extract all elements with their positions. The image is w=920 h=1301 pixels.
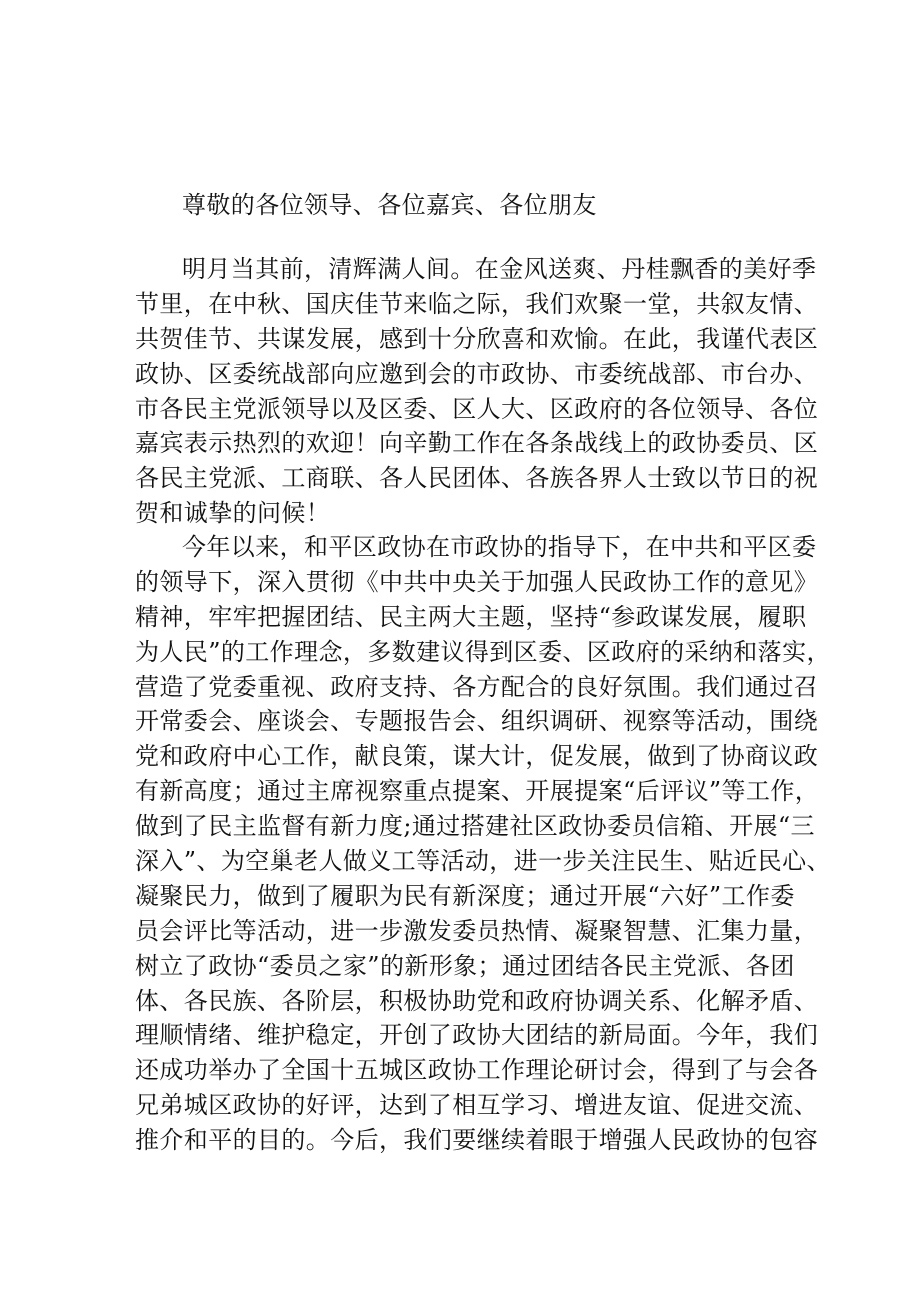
paragraph-line: 理顺情绪、维护稳定，开创了政协大团结的新局面。今年，我们	[135, 1021, 819, 1050]
paragraph-line: 开常委会、座谈会、专题报告会、组织调研、视察等活动，围绕	[135, 707, 819, 736]
paragraph-line: 嘉宾表示热烈的欢迎！向辛勤工作在各条战线上的政协委员、区	[135, 429, 819, 458]
paragraph-line: 兄弟城区政协的好评，达到了相互学习、增进友谊、促进交流、	[135, 1091, 819, 1120]
paragraph-line: 节里，在中秋、国庆佳节来临之际，我们欢聚一堂，共叙友情、	[135, 289, 819, 318]
paragraph-line: 今年以来，和平区政协在市政协的指导下，在中共和平区委	[182, 533, 817, 561]
paragraph-line: 做到了民主监督有新力度;通过搭建社区政协委员信箱、开展“三	[135, 812, 815, 841]
paragraph-line: 树立了政协“委员之家”的新形象；通过团结各民主党派、各团	[135, 951, 795, 980]
paragraph-line: 政协、区委统战部向应邀到会的市政协、市委统战部、市台办、	[135, 359, 819, 388]
paragraph-line: 精神，牢牢把握团结、民主两大主题，坚持“参政谋发展，履职	[135, 602, 807, 631]
paragraph-line: 凝聚民力，做到了履职为民有新深度；通过开展“六好”工作委	[135, 881, 795, 910]
paragraph-line: 员会评比等活动，进一步激发委员热情、凝聚智慧、汇集力量，	[135, 916, 819, 945]
paragraph-line: 深入”、为空巢老人做义工等活动，进一步关注民生、贴近民心、	[135, 847, 831, 876]
paragraph-line: 推介和平的目的。今后，我们要继续着眼于增强人民政协的包容	[135, 1126, 819, 1155]
paragraph-line: 为人民”的工作理念，多数建议得到区委、区政府的采纳和落实，	[135, 637, 831, 666]
salutation	[135, 188, 792, 223]
paragraph-line: 的领导下，深入贯彻《中共中央关于加强人民政协工作的意见》	[135, 567, 819, 596]
paragraph-line: 有新高度；通过主席视察重点提案、开展提案“后评议”等工作，	[135, 777, 820, 806]
paragraph-line: 还成功举办了全国十五城区政协工作理论研讨会，得到了与会各	[135, 1056, 819, 1085]
paragraph-line: 营造了党委重视、政府支持、各方配合的良好氛围。我们通过召	[135, 672, 819, 701]
paragraph-welcome	[135, 252, 819, 531]
paragraph-review	[135, 530, 831, 1158]
paragraph-line: 党和政府中心工作，献良策，谋大计，促发展，做到了协商议政	[135, 742, 819, 771]
paragraph-line: 各民主党派、工商联、各人民团体、各族各界人士致以节日的祝	[135, 464, 819, 493]
paragraph-line: 贺和诚挚的问候！	[135, 499, 331, 528]
paragraph-line: 共贺佳节、共谋发展，感到十分欣喜和欢愉。在此，我谨代表区	[135, 324, 819, 353]
paragraph-line: 市各民主党派领导以及区委、区人大、区政府的各位领导、各位	[135, 394, 819, 423]
paragraph-line: 明月当其前，清辉满人间。在金风送爽、丹桂飘香的美好季	[182, 255, 817, 283]
salutation-line: 尊敬的各位领导、各位嘉宾、各位朋友	[182, 191, 597, 219]
paragraph-line: 体、各民族、各阶层，积极协助党和政府协调关系、化解矛盾、	[135, 986, 819, 1015]
